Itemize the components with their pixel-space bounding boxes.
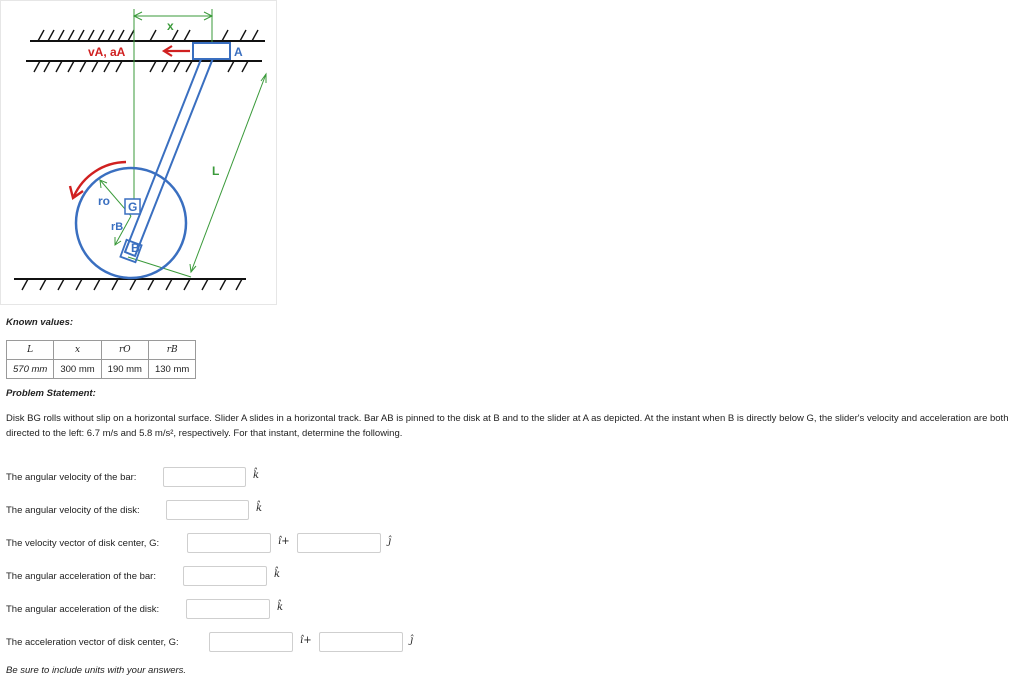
label-a: A	[234, 45, 243, 59]
question-label-g-acceleration: The acceleration vector of disk center, G:	[6, 637, 179, 648]
g-acceleration-i-input[interactable]	[209, 632, 293, 652]
question-label-bar-angular-velocity: The angular velocity of the bar:	[6, 472, 137, 483]
table-header-cell: rB	[148, 341, 195, 360]
k-hat-unit: k̂	[277, 602, 284, 613]
i-hat-unit: î+	[300, 635, 312, 646]
table-value-cell: 300 mm	[54, 360, 101, 379]
label-b: B	[131, 241, 140, 255]
j-hat-unit: ĵ	[410, 635, 414, 646]
units-note: Be sure to include units with your answers.	[6, 665, 187, 676]
question-label-disk-angular-acceleration: The angular acceleration of the disk:	[6, 604, 160, 615]
label-l: L	[212, 164, 220, 178]
k-hat-unit: k̂	[253, 470, 260, 481]
k-hat-unit: k̂	[274, 569, 281, 580]
question-label-g-velocity: The velocity vector of disk center, G:	[6, 538, 160, 549]
disk-angular-velocity-input[interactable]	[166, 500, 249, 520]
g-acceleration-j-input[interactable]	[319, 632, 403, 652]
bar-angular-velocity-input[interactable]	[163, 467, 246, 487]
label-g: G	[128, 200, 138, 214]
table-header-cell: rO	[101, 341, 148, 360]
known-values-title: Known values:	[6, 317, 74, 328]
label-rb: rB	[111, 221, 124, 233]
j-hat-unit: ĵ	[388, 536, 392, 547]
bar-angular-acceleration-input[interactable]	[183, 566, 267, 586]
table-header-cell: L	[7, 341, 54, 360]
table-value-cell: 190 mm	[101, 360, 148, 379]
g-velocity-j-input[interactable]	[297, 533, 381, 553]
label-ro: ro	[98, 194, 110, 208]
i-hat-unit: î+	[278, 536, 290, 547]
disk-angular-acceleration-input[interactable]	[186, 599, 270, 619]
label-va-aa: vA, aA	[88, 45, 126, 59]
problem-statement-text: Disk BG rolls without slip on a horizontal surface. Slider A slides in a horizontal track. Bar AB is pinned to the disk at B and to the slider at A as depicted. At the instant when B is directly below G, the slider's velocity and acceleration are both directed to the left: 6.7 m/s and 5.8 m/s², respectively. For that instant, determine the following.	[6, 413, 1009, 439]
table-value-row	[7, 360, 196, 379]
table-header-row	[7, 341, 196, 360]
known-values-table	[6, 340, 196, 379]
g-velocity-i-input[interactable]	[187, 533, 271, 553]
table-header-cell: x	[54, 341, 101, 360]
label-x: x	[167, 19, 174, 33]
table-value-cell: 570 mm	[7, 360, 54, 379]
slider-a	[193, 43, 230, 59]
k-hat-unit: k̂	[256, 503, 263, 514]
problem-statement-title: Problem Statement:	[6, 388, 96, 399]
table-value-cell: 130 mm	[148, 360, 195, 379]
mechanism-diagram	[0, 0, 277, 305]
question-label-disk-angular-velocity: The angular velocity of the disk:	[6, 505, 140, 516]
question-label-bar-angular-acceleration: The angular acceleration of the bar:	[6, 571, 156, 582]
